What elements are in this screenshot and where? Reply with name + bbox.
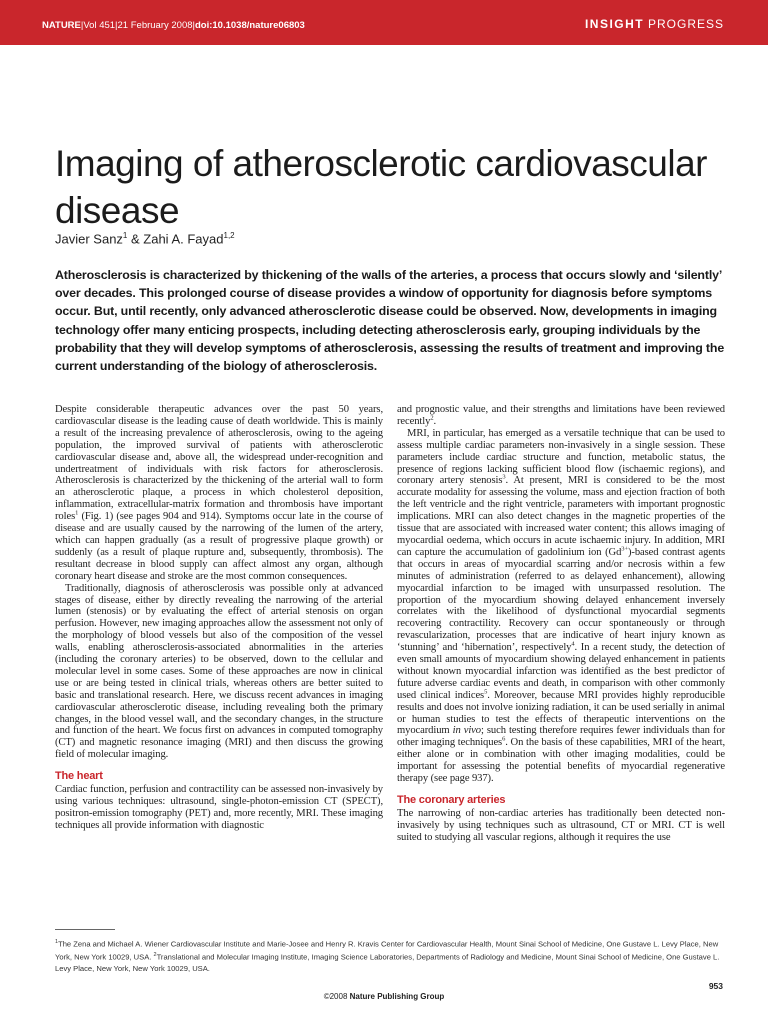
page-number: 953 (708, 981, 723, 991)
body-paragraph: The narrowing of non-cardiac arteries has traditionally been detected non-invasively by using techniques such as ultrasound, CT or MRI. CT is well suited to studying all vascular regions, although it requires the use (397, 808, 725, 843)
affiliation-text: The Zena and Michael A. Wiener Cardiovascular Institute and Marie-Josee and Henry R. Kravis Center for Cardiovascular Health, Mount Sinai School of Medicine, One Gustave L. Levy Place, New York, New York 10029, USA. (55, 939, 719, 962)
footnote-divider (55, 929, 115, 930)
reference-mark: 4 (571, 640, 575, 648)
journal-name: NATURE (42, 20, 81, 31)
body-text: . At present, MRI is considered to be the most accurate modality for assessing the volume, mass and ejection fraction of both the left ventricle and the right ventricle, parameters with important prognostic implications. MRI can also detect changes in the magnetic properties of the tissue that are associated with increased water content; this allows imaging of myocardial oedema, which occurs in acute ischaemic injury. In addition, MRI can capture the accumulation of gadolinium ion (Gd (397, 475, 725, 558)
journal-volume: |Vol 451|21 February 2008| (80, 20, 195, 31)
body-column-left (55, 404, 383, 832)
reference-mark: 1 (75, 509, 79, 517)
publisher-name: Nature Publishing Group (349, 992, 445, 1001)
body-column-right (397, 404, 725, 844)
reference-mark: 2 (430, 414, 434, 422)
section-heading-heart: The heart (55, 770, 103, 783)
body-paragraph (55, 404, 383, 583)
body-text: . On the basis of these capabilities, MRI of the heart, either alone or in combination with other imaging modalities, could be important for assessing the potential benefits of myocardial regenerative therapy (see page 937). (397, 737, 726, 785)
body-paragraph (397, 404, 725, 428)
body-text: Despite considerable therapeutic advances over the past 50 years, cardiovascular disease is the leading cause of death worldwide. This is mainly a result of the increasing prevalence of atherosclerosis, owing to the ageing population, the improved survival of patients with atherosclerotic cardiovascular disease and, above all, the widespread under-recognition and undertreatment of individuals with risk factors for atherosclerosis. Atherosclerosis is characterized by the thickening of the arterial wall to form an atherosclerotic plaque, a process in which cholesterol deposition, inflammation, extracellular-matrix formation and thrombosis have important roles (55, 404, 383, 523)
author-affiliation-mark: 1 (122, 231, 128, 240)
body-paragraph: Traditionally, diagnosis of atherosclerosis was possible only at advanced stages of disease, either by directly revealing the narrowing of the arterial lumen (stenosis) or by evaluating the effect of arterial stenosis on organ perfusion. However, new imaging approaches allow the assessment not only of the morphology of blood vessels but also of the composition of the vessel walls, enabling atherosclerosis-associated abnormalities in the arteries (including the coronary arteries) to be observed, down to the cellular and molecular level in some cases. Some of these approaches are now in clinical use or are being tested in clinical trials, whereas others are better suited to basic and translational research. Here, we discuss recent advances in imaging cardiovascular atherosclerotic disease, including revealing both the primary changes, in the blood vessel wall, and the secondary changes, in the structure and function of the heart. We focus first on advances in computed tomography (CT) and magnetic resonance imaging (MRI) and then discuss the growing field of molecular imaging. (55, 582, 383, 761)
reference-mark: 5 (484, 688, 488, 696)
author-separator: & (127, 231, 144, 247)
body-text: and prognostic value, and their strengths and limitations have been reviewed recently (397, 404, 725, 427)
author-line (55, 231, 235, 246)
journal-doi: doi:10.1038/nature06803 (194, 20, 305, 31)
reference-mark: 6 (502, 735, 506, 743)
reference-mark: 3 (502, 473, 506, 481)
abstract: Atherosclerosis is characterized by thickening of the walls of the arteries, a process that occurs slowly and ‘silently’ over decades. This prolonged course of disease provides a window of opportunity for diagnosis before symptoms occur. But, until recently, only advanced atherosclerotic disease could be observed. Now, developments in imaging technology offer many enticing prospects, including detecting atherosclerosis early, grouping individuals by the probability that they will develop symptoms of atherosclerosis, assessing the results of treatment and improving the current understanding of the biology of atherosclerosis. (55, 268, 725, 374)
body-paragraph: Cardiac function, perfusion and contractility can be assessed non-invasively by using various techniques: ultrasound, single-photon-emission CT (SPECT), positron-emission tomography (PET) and, more recently, MRI. These imaging techniques all provide information with diagnostic (55, 784, 383, 831)
affiliation-mark: 1 (55, 939, 59, 945)
body-text: MRI, in particular, has emerged as a versatile technique that can be used to assess multiple cardiac parameters non-invasively in a single session. These parameters include cardiac structure and function, metabolic status, the presence of regions lacking sufficient blood flow (ischaemic regions), and coronary artery stenosis (397, 427, 725, 487)
body-text: (Fig. 1) (see pages 904 and 914). Symptoms occur late in the course of disease and are usually caused by the narrowing of the lumen of the artery, which can happen gradually (as a result of progressive plaque growth) or suddenly (as a result of plaque rupture and, subsequently, thrombosis). The resultant decrease in blood supply can affect almost any organ, although coronary heart disease and stroke are the most common consequences. (55, 511, 383, 582)
author-affiliation-mark: 1,2 (223, 231, 235, 240)
affiliation-text: Translational and Molecular Imaging Institute, Imaging Science Laboratories, Departments of Radiology and Medicine, Mount Sinai School of Medicine, One Gustave L. Levy Place, New York, New York 10029, USA. (55, 952, 720, 974)
copyright-line (0, 992, 768, 1001)
copyright-year: ©2008 (323, 992, 350, 1001)
article-title: Imaging of atherosclerotic cardiovascular disease (55, 143, 707, 231)
author-name: Javier Sanz (55, 231, 123, 247)
section-label-progress: PROGRESS (647, 17, 724, 31)
ion-charge: 3+ (621, 545, 628, 553)
section-label-insight: INSIGHT (584, 17, 645, 31)
body-text: . (433, 415, 437, 427)
author-name: Zahi A. Fayad (143, 231, 224, 247)
section-label (585, 17, 724, 31)
body-text-italic: in vivo (452, 725, 481, 737)
journal-reference (42, 20, 305, 31)
affiliation-mark: 2 (153, 952, 157, 959)
section-heading-coronary-arteries: The coronary arteries (397, 794, 506, 806)
body-text: . In a recent study, the detection of even small amounts of myocardium showing delayed enhancement in patients without known myocardial infarction was identified as the best predictor of future adverse cardiac events and death, in comparison with other commonly used clinical indices (397, 642, 725, 701)
body-text: )-based contrast agents that occurs in areas of myocardial scarring and/or necrosis within a few minutes of administration (referred to as delayed enhancement), allowing myocardial infarction to be imaged with unsurpassed resolution. The proportion of the myocardium showing delayed enhancement inversely correlates with the likelihood of dysfunctional myocardial segments recovering contractility. Recovery can occur spontaneously or through revascularization, processes that are indicative of heart injury known as ‘stunning’ and ‘hibernation’, respectively (397, 546, 725, 654)
body-text: ; such testing therefore requires fewer individuals than for other imaging techniques (397, 725, 725, 749)
body-text: . Moreover, because MRI provides highly reproducible results and does not involve ionizing radiation, it can be used serially in animal or human studies to test the effects of therapeutic interventions on the myocardium (397, 689, 725, 737)
body-paragraph (397, 428, 725, 785)
affiliation-footnote (55, 937, 730, 975)
